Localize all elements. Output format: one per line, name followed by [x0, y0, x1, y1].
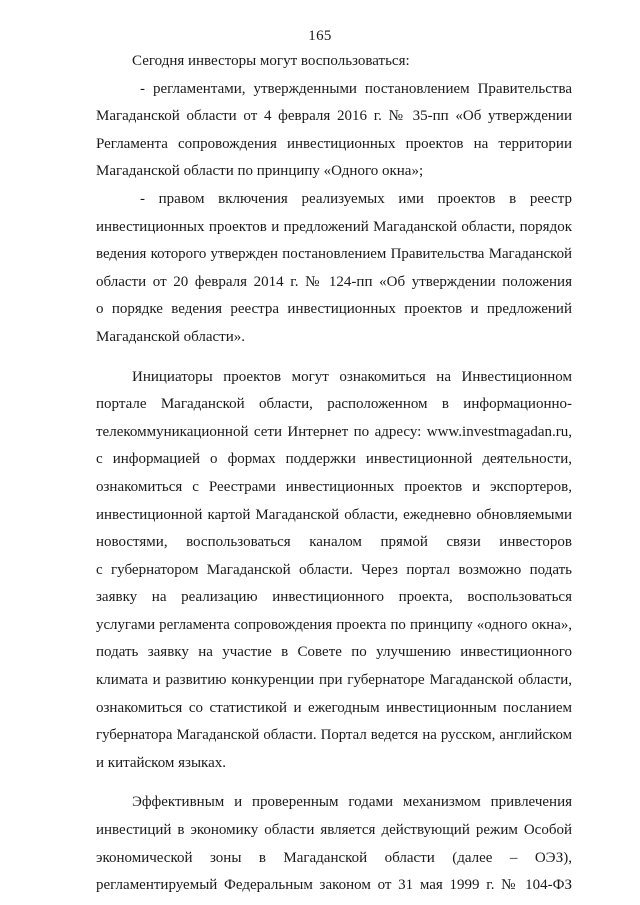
text-line: Магаданской области».	[96, 328, 245, 345]
text-line: услугами регламента сопровождения проекта по принципу «одного окна»,	[96, 616, 572, 633]
text-line: Регламента сопровождения инвестиционных проектов на территории	[96, 135, 572, 152]
text-line: и китайском языках.	[96, 754, 227, 771]
text-line: климата и развитию конкуренции при губернаторе Магаданской области,	[96, 672, 572, 689]
paragraph-portal	[96, 364, 572, 778]
body-text	[96, 48, 572, 900]
page-number: 165	[308, 28, 332, 44]
text-line: Магаданской области по принципу «Одного окна»;	[96, 163, 424, 180]
paragraph-intro	[96, 48, 572, 76]
text-line: инвестиций в экономику области является действующий режим Особой	[96, 822, 572, 839]
text-line: Инициаторы проектов могут ознакомиться на Инвестиционном	[132, 368, 572, 385]
text-line: области от 20 февраля 2014 г. № 124-пп «Об утверждении положения	[96, 273, 572, 290]
text-line: Магаданской области от 4 февраля 2016 г. № 35-пп «Об утверждении	[96, 108, 572, 125]
text-line: экономической зоны в Магаданской области (далее – ОЭЗ),	[96, 849, 572, 866]
text-line: инвестиционных проектов и предложений Магаданской области, порядок	[96, 218, 572, 235]
paragraph-sez	[96, 789, 572, 899]
text-line: ознакомиться со статистикой и ежегодным инвестиционным посланием	[96, 699, 572, 716]
text-line: портале Магаданской области, расположенном в информационно-	[96, 396, 572, 413]
text-line: с информацией о формах поддержки инвестиционной деятельности,	[96, 451, 572, 468]
text-line: телекоммуникационной сети Интернет по адресу: www.investmagadan.ru,	[96, 423, 572, 440]
text-line: с губернатором Магаданской области. Через портал возможно подать	[96, 561, 572, 578]
text-line: - регламентами, утвержденными постановлением Правительства	[140, 80, 572, 97]
text-line: о порядке ведения реестра инвестиционных проектов и предложений	[96, 301, 572, 318]
text-line: - правом включения реализуемых ими проектов в реестр	[140, 190, 572, 207]
text-line: губернатора Магаданской области. Портал ведется на русском, английском	[96, 727, 572, 744]
text-line: Сегодня инвесторы могут воспользоваться:	[132, 53, 410, 69]
text-line: ведения которого утвержден постановлением Правительства Магаданской	[96, 246, 572, 263]
text-line: новостями, воспользоваться каналом прямой связи инвесторов	[96, 534, 572, 551]
paragraph-item-regulations	[96, 76, 572, 186]
text-line: заявку на реализацию инвестиционного проекта, воспользоваться	[96, 589, 572, 606]
text-line: ознакомиться с Реестрами инвестиционных проектов и экспортеров,	[96, 478, 572, 495]
text-line: Эффективным и проверенным годами механизмом привлечения	[132, 794, 572, 811]
paragraph-item-registry	[96, 186, 572, 352]
text-line: подать заявку на участие в Совете по улучшению инвестиционного	[96, 644, 572, 661]
text-line: инвестиционной картой Магаданской области, ежедневно обновляемыми	[96, 506, 572, 523]
text-line: регламентируемый Федеральным законом от 31 мая 1999 г. № 104-ФЗ	[96, 877, 572, 894]
